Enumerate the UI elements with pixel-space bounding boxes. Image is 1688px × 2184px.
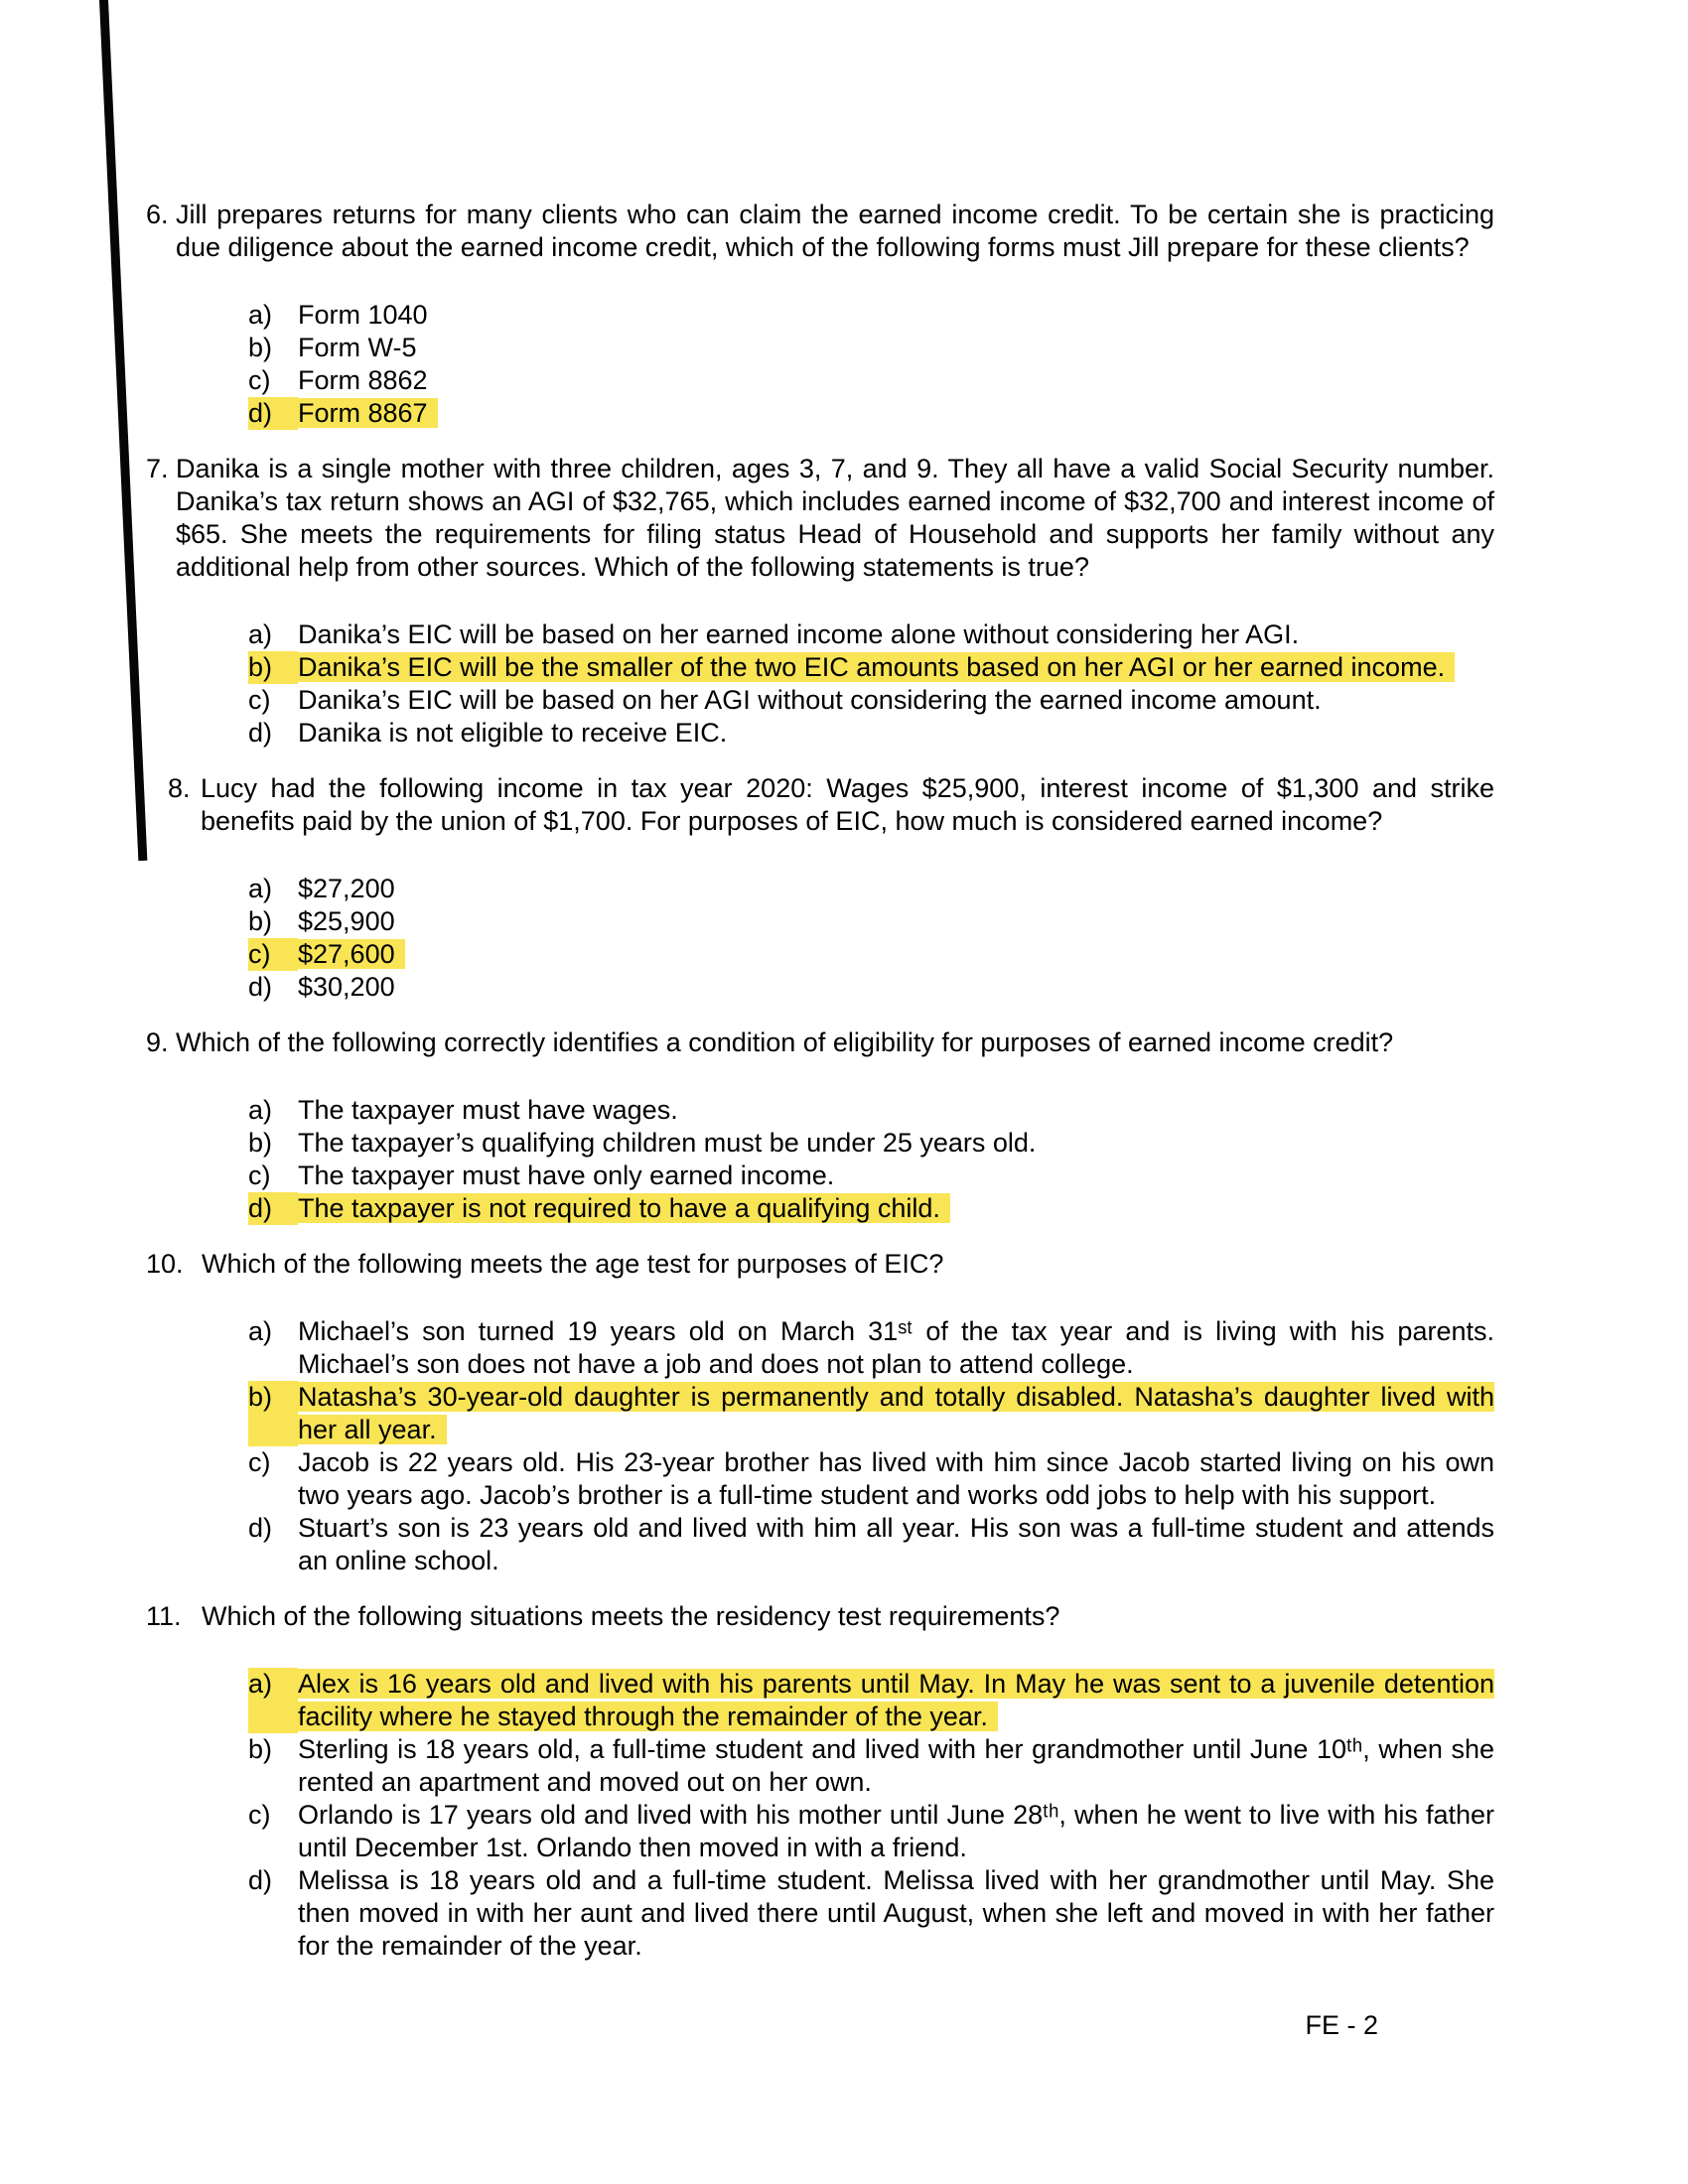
options [248, 1094, 1494, 1225]
answer-option-a [248, 1094, 1494, 1127]
option-text-inner: Form W-5 [298, 333, 417, 362]
options [248, 1668, 1494, 1963]
option-text-inner: Form 8862 [298, 365, 428, 395]
option-letter: b) [248, 1734, 273, 1764]
option-text [298, 299, 1494, 332]
option-text [298, 971, 1494, 1004]
question-text: Which of the following meets the age test for purposes of EIC? [202, 1249, 944, 1279]
option-letter: d) [248, 1192, 298, 1225]
answer-option-d-highlighted [248, 1192, 1494, 1225]
option-text-inner: Sterling is 18 years old, a full-time student and lived with her grandmother until June 10ᵗʰ, when she rented an apartment and moved out on her own. [298, 1734, 1494, 1797]
option-text-inner: Alex is 16 years old and lived with his parents until May. In May he was sent to a juvenile detention facility where he stayed through the remainder of the year. [298, 1669, 1494, 1731]
options [248, 618, 1494, 750]
option-letter: a) [248, 1668, 298, 1733]
answer-option-c [248, 1799, 1494, 1864]
option-text [298, 684, 1494, 717]
answer-option-c [248, 364, 1494, 397]
options [248, 299, 1494, 430]
option-letter: b) [248, 1128, 273, 1158]
option-text-inner: $27,600 [298, 939, 405, 969]
answer-option-a [248, 873, 1494, 905]
answer-option-d [248, 717, 1494, 750]
option-letter: b) [248, 1381, 298, 1446]
option-text [298, 905, 1494, 938]
option-text [298, 1127, 1494, 1160]
option-letter: d) [248, 1865, 273, 1895]
question-11 [146, 1600, 1494, 1963]
question-7 [146, 453, 1494, 750]
option-text [298, 1446, 1494, 1512]
option-text [298, 1733, 1494, 1799]
question-number: 9. [146, 1027, 169, 1057]
question-row [146, 199, 1494, 264]
option-text-inner: Orlando is 17 years old and lived with his mother until June 28ᵗʰ, when he went to live with his father until December 1st. Orlando then moved in with a friend. [298, 1800, 1494, 1862]
scan-artifact-line [99, 0, 147, 861]
option-text-inner: Jacob is 22 years old. His 23-year brother has lived with him since Jacob started living on his own two years ago. Jacob’s brother is a full-time student and works odd jobs to help with his support. [298, 1447, 1494, 1510]
question-text: Which of the following correctly identifies a condition of eligibility for purposes of earned income credit? [176, 1027, 1394, 1057]
question-8 [146, 772, 1494, 1004]
option-text [298, 1864, 1494, 1963]
option-text [298, 618, 1494, 651]
option-letter: a) [248, 300, 273, 330]
option-text [298, 938, 1494, 971]
option-text-inner: The taxpayer is not required to have a qualifying child. [298, 1193, 950, 1223]
option-text [298, 332, 1494, 364]
option-letter: a) [248, 1316, 273, 1346]
option-letter: d) [248, 718, 273, 748]
option-text [298, 364, 1494, 397]
answer-option-c [248, 684, 1494, 717]
question-number: 10. [146, 1249, 184, 1279]
option-letter: c) [248, 365, 271, 395]
answer-option-d [248, 1864, 1494, 1963]
question-9 [146, 1026, 1494, 1225]
answer-option-d [248, 971, 1494, 1004]
option-text [298, 1381, 1494, 1446]
option-text-inner: Melissa is 18 years old and a full-time student. Melissa lived with her grandmother until May. She then moved in with her aunt and lived there until August, when she left and moved in with her father for the remainder of the year. [298, 1865, 1494, 1961]
answer-option-b [248, 905, 1494, 938]
option-text [298, 1192, 1494, 1225]
question-row [146, 1026, 1494, 1059]
option-text-inner: The taxpayer’s qualifying children must be under 25 years old. [298, 1128, 1037, 1158]
option-letter: c) [248, 1160, 271, 1190]
question-number: 7. [146, 454, 169, 483]
option-letter: d) [248, 972, 273, 1002]
answer-option-a [248, 1315, 1494, 1381]
option-text [298, 1668, 1494, 1733]
page-number: FE - 2 [1305, 2010, 1378, 2040]
option-letter: a) [248, 874, 273, 903]
option-text [298, 1160, 1494, 1192]
question-row [146, 772, 1494, 838]
answer-option-a-highlighted [248, 1668, 1494, 1733]
option-text [298, 717, 1494, 750]
option-letter: a) [248, 1095, 273, 1125]
option-text [298, 873, 1494, 905]
option-letter: b) [248, 651, 298, 684]
option-letter: a) [248, 619, 273, 649]
option-text [298, 651, 1494, 684]
option-text [298, 1512, 1494, 1577]
question-number: 11. [146, 1601, 182, 1631]
option-text-inner: $30,200 [298, 972, 395, 1002]
option-text-inner: Danika’s EIC will be the smaller of the two EIC amounts based on her AGI or her earned income. [298, 652, 1455, 682]
answer-option-d-highlighted [248, 397, 1494, 430]
option-text-inner: $27,200 [298, 874, 395, 903]
option-letter: c) [248, 1447, 271, 1477]
options [248, 1315, 1494, 1577]
option-letter: b) [248, 906, 273, 936]
answer-option-b [248, 1127, 1494, 1160]
question-text: Which of the following situations meets the residency test requirements? [202, 1601, 1060, 1631]
answer-option-b [248, 1733, 1494, 1799]
option-letter: c) [248, 685, 271, 715]
answer-option-c-highlighted [248, 938, 1494, 971]
option-text-inner: Danika is not eligible to receive EIC. [298, 718, 728, 748]
option-text-inner: Danika’s EIC will be based on her AGI without considering the earned income amount. [298, 685, 1322, 715]
option-text [298, 1315, 1494, 1381]
option-text [298, 1799, 1494, 1864]
option-text [298, 1094, 1494, 1127]
question-text: Jill prepares returns for many clients who can claim the earned income credit. To be certain she is practicing due diligence about the earned income credit, which of the following forms must Jill prepare for these clients? [176, 200, 1494, 262]
option-letter: c) [248, 938, 298, 971]
question-6 [146, 199, 1494, 430]
answer-option-b [248, 332, 1494, 364]
option-text-inner: $25,900 [298, 906, 395, 936]
answer-option-b-highlighted [248, 651, 1494, 684]
option-text-inner: Form 1040 [298, 300, 428, 330]
option-text-inner: Natasha’s 30-year-old daughter is permanently and totally disabled. Natasha’s daughter lived with her all year. [298, 1382, 1494, 1444]
question-text: Danika is a single mother with three children, ages 3, 7, and 9. They all have a valid Social Security number. Danika’s tax return shows an AGI of $32,765, which includes earned income of $32,700 and interest income of $65. She meets the requirements for filing status Head of Household and supports her family without any additional help from other sources. Which of the following statements is true? [176, 454, 1494, 582]
option-letter: d) [248, 1513, 273, 1543]
answer-option-d [248, 1512, 1494, 1577]
option-text-inner: Form 8867 [298, 398, 438, 428]
question-number: 6. [146, 200, 169, 229]
answer-option-b-highlighted [248, 1381, 1494, 1446]
option-letter: d) [248, 397, 298, 430]
options [248, 873, 1494, 1004]
option-text [298, 397, 1494, 430]
question-row [146, 453, 1494, 584]
question-list [146, 199, 1494, 1963]
exam-page [146, 199, 1494, 1985]
option-text-inner: The taxpayer must have wages. [298, 1095, 678, 1125]
option-letter: b) [248, 333, 273, 362]
question-number: 8. [168, 773, 191, 803]
answer-option-c [248, 1160, 1494, 1192]
question-row [146, 1600, 1494, 1633]
question-text: Lucy had the following income in tax year 2020: Wages $25,900, interest income of $1,300 and strike benefits paid by the union of $1,700. For purposes of EIC, how much is considered earned income? [201, 773, 1494, 836]
question-row [146, 1248, 1494, 1281]
option-text-inner: The taxpayer must have only earned income. [298, 1160, 835, 1190]
option-text-inner: Stuart’s son is 23 years old and lived with him all year. His son was a full-time student and attends an online school. [298, 1513, 1494, 1575]
answer-option-a [248, 618, 1494, 651]
question-10 [146, 1248, 1494, 1577]
answer-option-a [248, 299, 1494, 332]
option-text-inner: Michael’s son turned 19 years old on March 31ˢᵗ of the tax year and is living with his parents. Michael’s son does not have a job and does not plan to attend college. [298, 1316, 1494, 1379]
answer-option-c [248, 1446, 1494, 1512]
option-text-inner: Danika’s EIC will be based on her earned income alone without considering her AGI. [298, 619, 1300, 649]
option-letter: c) [248, 1800, 271, 1830]
